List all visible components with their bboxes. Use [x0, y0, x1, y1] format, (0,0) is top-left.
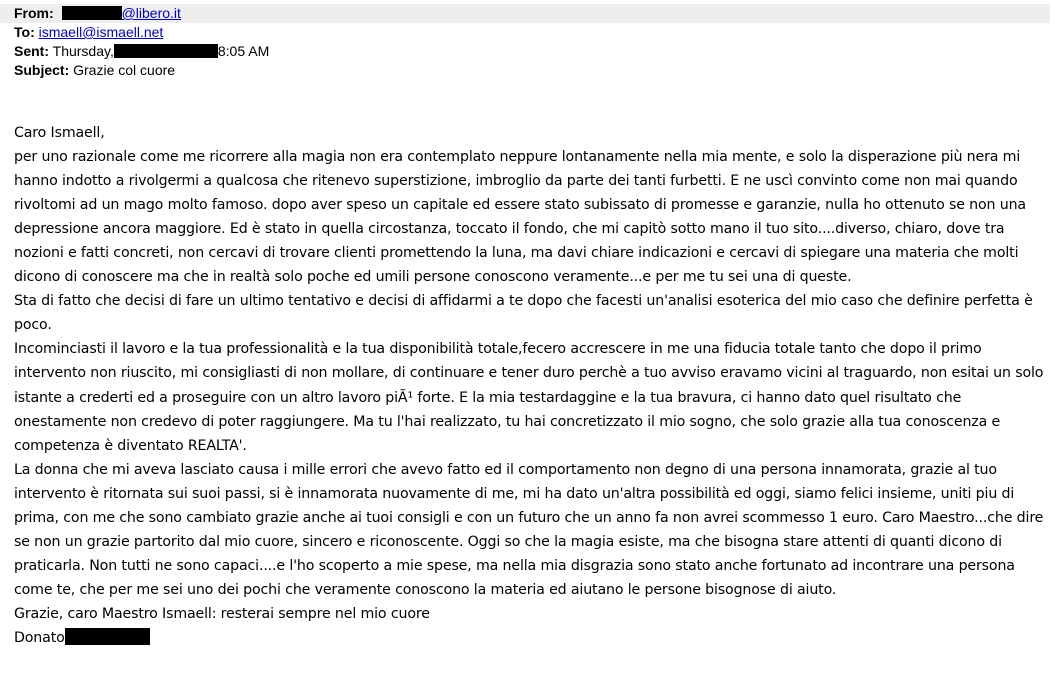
from-row	[0, 4, 1050, 23]
email-header	[0, 4, 1058, 80]
paragraph-3: Incominciasti il lavoro e la tua professionalità e la tua disponibilità totale,fecero accrescere in me una fiducia totale tanto che dopo il primo intervento non riuscito, mi consigliasti di non mollare, di continuare e tener duro perchè a tuo avviso eravamo vicini al traguardo, non esitai un solo istante a crederti ed a proseguire con un altro lavoro piÃ¹ forte. E la mia testardaggine e la tua bravura, ci hanno dato quel risultato che onestamente non credevo di poter raggiungere. Ma tu l'hai realizzato, tu hai concretizzato il mio sogno, che solo grazie alla tua conoscenza e competenza è diventato REALTA'.	[14, 341, 1044, 454]
signature-row	[14, 626, 1054, 650]
sent-label: Sent:	[14, 43, 49, 59]
greeting: Caro Ismaell,	[14, 125, 105, 141]
redacted-sender-name	[62, 6, 122, 20]
closing: Grazie, caro Maestro Ismaell: resterai sempre nel mio cuore	[14, 605, 430, 622]
subject-value: Grazie col cuore	[73, 62, 176, 78]
paragraph-4: La donna che mi aveva lasciato causa i mille errori che avevo fatto ed il comportamento non degno di una persona innamorata, grazie al tuo intervento è ritornata sui suoi passi, si è innamorata nuovamente di me, mi ha dato un'altra possibilità ed oggi, siamo felici insieme, uniti piu di prima, con me che sono cambiato grazie anche ai tuoi consigli e con un futuro che un anno fa non avrei scommesso 1 euro. Caro Maestro...che dire se non un grazie partorito dal mio cuore, sincero e riconoscente. Oggi so che la magia esiste, ma che bisogna stare attenti di quanti dicono di praticarla. Non tutti ne sono capaci....e l'ho scoperto a mie spese, ma nella mia disgrazia sono stato anche fortunato ad incontrare una persona come te, che per me sei uno dei pochi che veramente conoscono la materia ed aiutano le persone bisognose di aiuto.	[14, 461, 1044, 598]
redacted-surname	[65, 628, 150, 645]
sent-row	[0, 42, 1058, 61]
subject-label: Subject:	[14, 62, 70, 78]
sent-time: 8:05 AM	[217, 43, 270, 59]
email-body	[14, 121, 1054, 650]
paragraph-2: Sta di fatto che decisi di fare un ultimo tentativo e decisi di affidarmi a te dopo che facesti un'analisi esoterica del mio caso che definire perfetta è poco.	[14, 293, 1033, 334]
to-email-link[interactable]: ismaell@ismaell.net	[38, 24, 164, 40]
from-label: From:	[14, 5, 54, 21]
to-row	[0, 23, 1058, 42]
signature: Donato	[14, 629, 65, 646]
subject-row	[0, 61, 1058, 80]
from-email-link[interactable]: @libero.it	[121, 5, 181, 21]
redacted-sent-date	[114, 44, 218, 58]
to-label: To:	[14, 24, 35, 40]
paragraph-1: per uno razionale come me ricorrere alla magia non era contemplato neppure lontanamente nella mia mente, e solo la disperazione più nera mi hanno indotto a rivolgermi a qualcosa che ritenevo superstizione, imbroglio da parte dei tanti furbetti. E ne uscì convinto come non mai quando rivoltomi ad un mago molto famoso. dopo aver speso un capitale ed essere stato subissato di promesse e garanzie, nulla ho ottenuto se non una depressione ancora maggiore. Ed è stato in quella circostanza, toccato il fondo, che mi capitò sotto mano il tuo sito....diverso, chiaro, dove tra nozioni e fatti concreti, non cercavi di trovare clienti promettendo la luna, ma davi chiare indicazioni e cercavi di spiegare una materia che molti dicono di conoscere ma che in realtà solo poche ed umili persone conoscono veramente...e per me tu sei una di queste.	[14, 149, 1026, 286]
sent-day: Thursday,	[52, 43, 114, 59]
